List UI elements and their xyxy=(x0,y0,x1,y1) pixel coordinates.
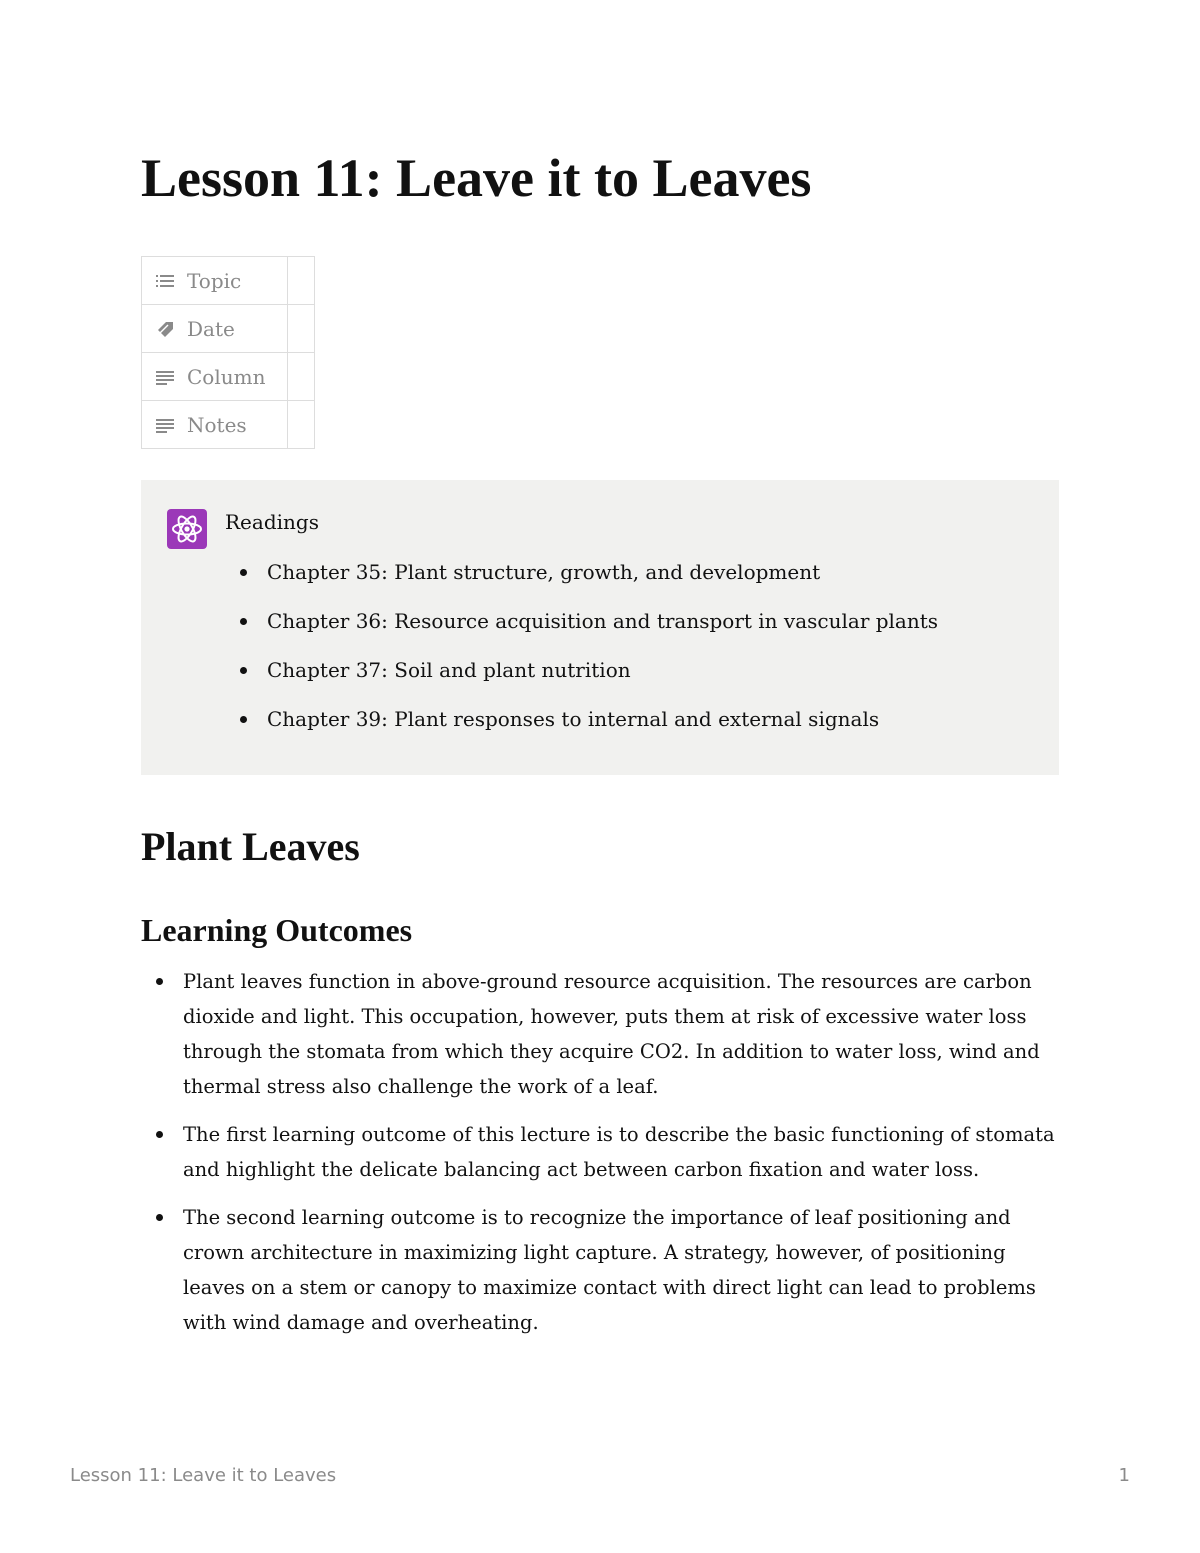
bullet-icon xyxy=(156,1214,163,1221)
outcome-text: The first learning outcome of this lecture is to describe the basic functioning of stomata and highlight the delicate balancing act between carbon fixation and water loss. xyxy=(183,1123,1055,1181)
outcomes-list xyxy=(152,964,1057,1353)
property-row-column[interactable] xyxy=(142,353,315,401)
subsection-heading: Learning Outcomes xyxy=(141,912,413,948)
section-heading: Plant Leaves xyxy=(141,824,360,869)
bullet-icon xyxy=(156,978,163,985)
bullet-icon xyxy=(240,569,247,576)
reading-item-text: Chapter 35: Plant structure, growth, and development xyxy=(267,560,821,584)
reading-list xyxy=(237,557,938,753)
property-label: Column xyxy=(187,364,266,389)
list-item xyxy=(237,606,938,655)
reading-item-text: Chapter 36: Resource acquisition and transport in vascular plants xyxy=(267,609,939,633)
page-number: 1 xyxy=(1118,1465,1130,1486)
reading-item-text: Chapter 39: Plant responses to internal and external signals xyxy=(267,707,880,731)
bullet-icon xyxy=(156,1131,163,1138)
bullet-icon xyxy=(240,716,247,723)
property-row-date[interactable] xyxy=(142,305,315,353)
property-label: Date xyxy=(187,316,235,341)
property-row-notes[interactable] xyxy=(142,401,315,449)
readings-callout xyxy=(141,480,1059,775)
list-icon xyxy=(155,271,175,291)
property-label: Notes xyxy=(187,412,247,437)
bullet-icon xyxy=(240,618,247,625)
list-item xyxy=(237,557,938,606)
property-row-topic[interactable] xyxy=(142,257,315,305)
properties-table xyxy=(141,256,315,449)
list-item xyxy=(152,964,1057,1104)
callout-title: Readings xyxy=(225,510,319,534)
text-lines-icon xyxy=(155,367,175,387)
property-value[interactable] xyxy=(288,305,315,353)
bullet-icon xyxy=(240,667,247,674)
footer-title: Lesson 11: Leave it to Leaves xyxy=(70,1465,337,1486)
property-label: Topic xyxy=(187,268,242,293)
list-item xyxy=(152,1117,1057,1187)
tag-icon xyxy=(155,319,175,339)
reading-item-text: Chapter 37: Soil and plant nutrition xyxy=(267,658,631,682)
atom-icon xyxy=(167,509,207,549)
property-value[interactable] xyxy=(288,257,315,305)
text-lines-icon xyxy=(155,415,175,435)
property-value[interactable] xyxy=(288,353,315,401)
list-item xyxy=(237,655,938,704)
list-item xyxy=(152,1200,1057,1340)
property-value[interactable] xyxy=(288,401,315,449)
list-item xyxy=(237,704,938,753)
page-title: Lesson 11: Leave it to Leaves xyxy=(141,148,812,208)
outcome-text: Plant leaves function in above-ground resource acquisition. The resources are carbon dioxide and light. This occupation, however, puts them at risk of excessive water loss through the stomata from which they acquire CO2. In addition to water loss, wind and thermal stress also challenge the work of a leaf. xyxy=(183,970,1040,1098)
outcome-text: The second learning outcome is to recognize the importance of leaf positioning and crown architecture in maximizing light capture. A strategy, however, of positioning leaves on a stem or canopy to maximize contact with direct light can lead to problems with wind damage and overheating. xyxy=(183,1206,1036,1334)
